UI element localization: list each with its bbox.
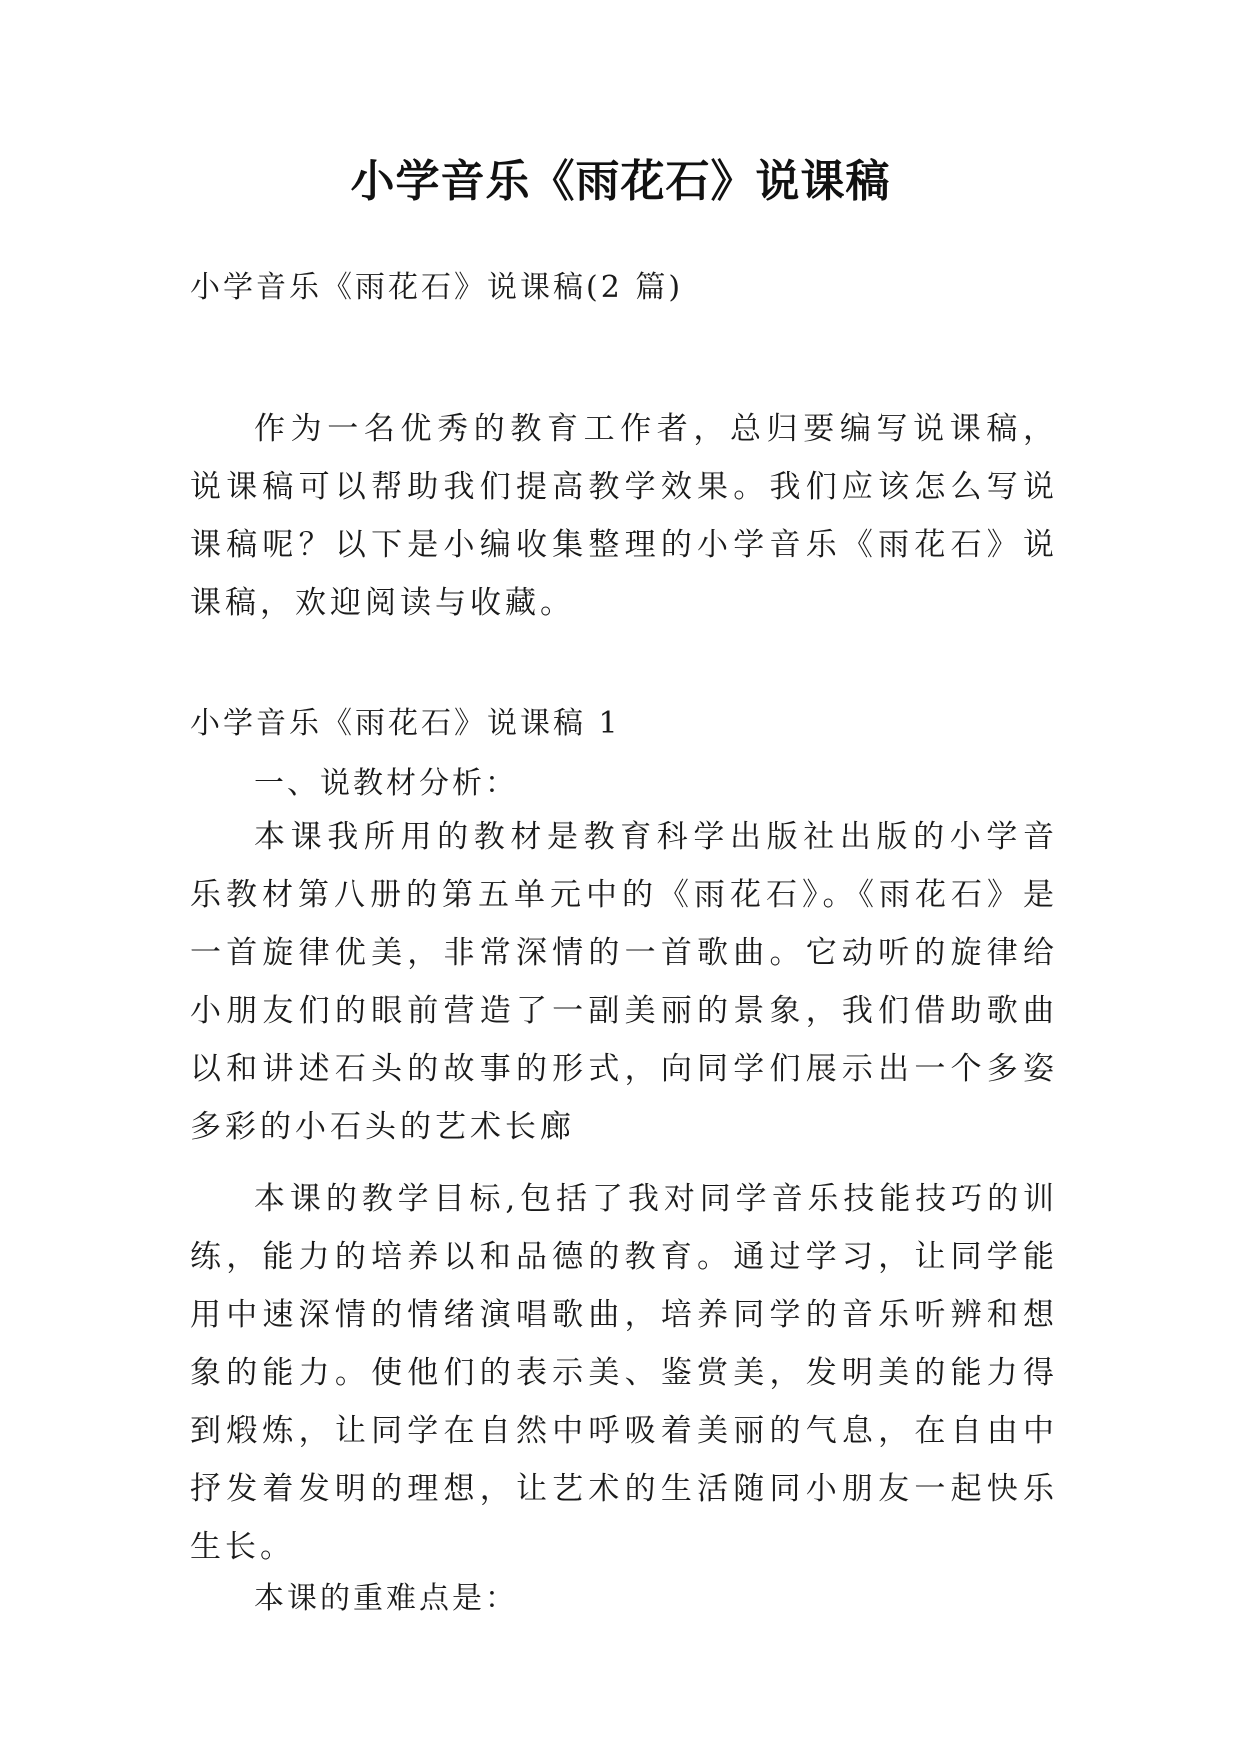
heading-analysis: 一、说教材分析： xyxy=(254,766,518,801)
document-title: 小学音乐《雨花石》说课稿 xyxy=(350,156,891,207)
section-title: 小学音乐《雨花石》说课稿 1 xyxy=(190,706,621,741)
document-subtitle: 小学音乐《雨花石》说课稿(2 篇) xyxy=(190,270,684,305)
paragraph-material: 本课我所用的教材是教育科学出版社出版的小学音乐教材第八册的第五单元中的《雨花石》。《雨花石》是一首旋律优美，非常深情的一首歌曲。它动听的旋律给小朋友们的眼前营造了一副美丽的景象，我们借助歌曲以和讲述石头的故事的形式，向同学们展示出一个多姿多彩的小石头的艺术长廊 xyxy=(190,819,1058,1145)
heading-key-points: 本课的重难点是： xyxy=(254,1581,518,1616)
intro-paragraph: 作为一名优秀的教育工作者，总归要编写说课稿，说课稿可以帮助我们提高教学效果。我们应该怎么写说课稿呢？以下是小编收集整理的小学音乐《雨花石》说课稿，欢迎阅读与收藏。 xyxy=(190,411,1058,621)
paragraph-goal: 本课的教学目标,包括了我对同学音乐技能技巧的训练，能力的培养以和品德的教育。通过学习，让同学能用中速深情的情绪演唱歌曲，培养同学的音乐听辨和想象的能力。使他们的表示美、鉴赏美，发明美的能力得到煅炼，让同学在自然中呼吸着美丽的气息，在自由中抒发着发明的理想，让艺术的生活随同小朋友一起快乐生长。 xyxy=(190,1181,1058,1565)
